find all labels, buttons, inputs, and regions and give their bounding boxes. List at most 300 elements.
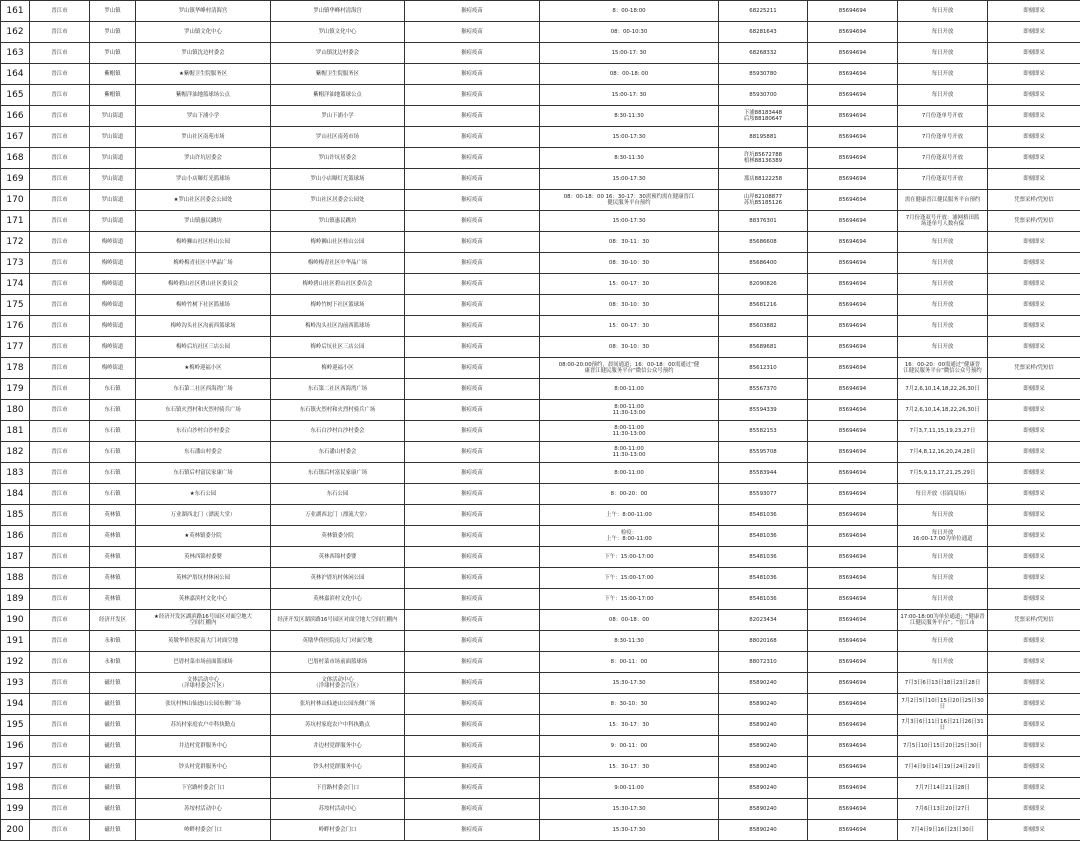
row-number: 169 bbox=[1, 169, 30, 190]
type-cell: 猴痘疫苗 bbox=[405, 715, 540, 736]
address-cell: 苏垵村活动中心 bbox=[271, 799, 405, 820]
frequency-cell: 每日开放 bbox=[898, 505, 988, 526]
phone-cell: 88072310 bbox=[719, 652, 808, 673]
hours-cell: 15:00-17:30 bbox=[540, 127, 719, 148]
note-cell: 即刻即采 bbox=[988, 232, 1080, 253]
site-name-cell: 巴厝村菜市场前面篮球场 bbox=[136, 652, 271, 673]
city-cell: 晋江市 bbox=[30, 736, 90, 757]
note-cell: 即刻即采 bbox=[988, 43, 1080, 64]
note-cell: 凭票采样/凭短信 bbox=[988, 358, 1080, 379]
table-row bbox=[1, 463, 1080, 484]
city-cell: 晋江市 bbox=[30, 673, 90, 694]
note-cell: 即刻即采 bbox=[988, 442, 1080, 463]
hotline-cell: 85694694 bbox=[808, 526, 898, 547]
address-cell: 东石潘山村委会 bbox=[271, 442, 405, 463]
table-row bbox=[1, 778, 1080, 799]
type-cell: 猴痘疫苗 bbox=[405, 85, 540, 106]
site-name-cell: 罗山镇惠民跳坊 bbox=[136, 211, 271, 232]
frequency-cell: 17:00-18:00为单位通道；“健康晋 江健民服务平台”；“晋江市 bbox=[898, 610, 988, 631]
hotline-cell: 85694694 bbox=[808, 148, 898, 169]
type-cell: 猴痘疫苗 bbox=[405, 400, 540, 421]
row-number: 164 bbox=[1, 64, 30, 85]
city-cell: 晋江市 bbox=[30, 547, 90, 568]
note-cell: 即刻即采 bbox=[988, 127, 1080, 148]
phone-cell: 85890240 bbox=[719, 715, 808, 736]
city-cell: 晋江市 bbox=[30, 757, 90, 778]
address-cell: 罗山镇惠民跳坊 bbox=[271, 211, 405, 232]
row-number: 163 bbox=[1, 43, 30, 64]
address-cell: 紫帽卫生院服务区 bbox=[271, 64, 405, 85]
site-name-cell: 东石镇后村富民家康广场 bbox=[136, 463, 271, 484]
town-cell: 东石镇 bbox=[90, 442, 136, 463]
table-row bbox=[1, 337, 1080, 358]
type-cell: 猴痘疫苗 bbox=[405, 820, 540, 841]
type-cell: 猴痘疫苗 bbox=[405, 484, 540, 505]
type-cell: 猴痘疫苗 bbox=[405, 778, 540, 799]
row-number: 196 bbox=[1, 736, 30, 757]
phone-cell: 85481036 bbox=[719, 589, 808, 610]
frequency-cell: 7月份逢双号开放 bbox=[898, 148, 988, 169]
frequency-cell: 每日开放 bbox=[898, 64, 988, 85]
site-name-cell: 英林西锦村委婴 bbox=[136, 547, 271, 568]
frequency-cell: 每日开放 bbox=[898, 232, 988, 253]
note-cell: 即刻即采 bbox=[988, 106, 1080, 127]
town-cell: 罗山街道 bbox=[90, 211, 136, 232]
city-cell: 晋江市 bbox=[30, 631, 90, 652]
type-cell: 猴痘疫苗 bbox=[405, 421, 540, 442]
phone-cell: 68281643 bbox=[719, 22, 808, 43]
frequency-cell: 7月3,7,11,15,19,23,27日 bbox=[898, 421, 988, 442]
table-row bbox=[1, 736, 1080, 757]
address-cell: 经济开发区湖滨路16号园区对面空地大空间红棚内 bbox=[271, 610, 405, 631]
type-cell: 猴痘疫苗 bbox=[405, 736, 540, 757]
phone-cell: 85594339 bbox=[719, 400, 808, 421]
hotline-cell: 85694694 bbox=[808, 820, 898, 841]
site-name-cell: 东石白沙村白沙村委会 bbox=[136, 421, 271, 442]
row-number: 182 bbox=[1, 442, 30, 463]
site-name-cell: 罗山镇文化中心 bbox=[136, 22, 271, 43]
type-cell: 猴痘疫苗 bbox=[405, 274, 540, 295]
phone-cell: 85593077 bbox=[719, 484, 808, 505]
note-cell: 即刻即采 bbox=[988, 337, 1080, 358]
hours-cell: 08：00-18：00 16：30-17：30需预约需在健康晋江 健民服务平台预约 bbox=[540, 190, 719, 211]
address-cell: 英林嘉滨村文化中心 bbox=[271, 589, 405, 610]
type-cell: 猴痘疫苗 bbox=[405, 463, 540, 484]
table-row bbox=[1, 274, 1080, 295]
town-cell: 东石镇 bbox=[90, 421, 136, 442]
phone-cell: 85603882 bbox=[719, 316, 808, 337]
hotline-cell: 85694694 bbox=[808, 547, 898, 568]
hotline-cell: 85694694 bbox=[808, 64, 898, 85]
town-cell: 磁灶镇 bbox=[90, 736, 136, 757]
phone-cell: 85930780 bbox=[719, 64, 808, 85]
phone-cell: 88195881 bbox=[719, 127, 808, 148]
type-cell: 猴痘疫苗 bbox=[405, 442, 540, 463]
hours-cell: 15：30-17：30 bbox=[540, 715, 719, 736]
hotline-cell: 85694694 bbox=[808, 484, 898, 505]
site-name-cell: ★经济开发区湖滨路16号园区对面空地大 空间红棚内 bbox=[136, 610, 271, 631]
address-cell: 岭畔村委会门口 bbox=[271, 820, 405, 841]
address-cell: 罗山下浦小学 bbox=[271, 106, 405, 127]
site-name-cell: 钞头村党群服务中心 bbox=[136, 757, 271, 778]
town-cell: 罗山街道 bbox=[90, 190, 136, 211]
city-cell: 晋江市 bbox=[30, 694, 90, 715]
city-cell: 晋江市 bbox=[30, 211, 90, 232]
table-body bbox=[1, 1, 1080, 841]
hotline-cell: 85694694 bbox=[808, 652, 898, 673]
phone-cell: 85890240 bbox=[719, 694, 808, 715]
table-row bbox=[1, 106, 1080, 127]
city-cell: 晋江市 bbox=[30, 316, 90, 337]
frequency-cell: 每日开放 bbox=[898, 652, 988, 673]
site-name-cell: ★梅岭迎福小区 bbox=[136, 358, 271, 379]
hours-cell: 08：00-18: 00 bbox=[540, 64, 719, 85]
note-cell: 即刻即采 bbox=[988, 547, 1080, 568]
row-number: 177 bbox=[1, 337, 30, 358]
frequency-cell: 7月4日9日16日23日30日 bbox=[898, 820, 988, 841]
hours-cell: 下午：15:00-17:00 bbox=[540, 589, 719, 610]
frequency-cell: 每日开放 bbox=[898, 253, 988, 274]
phone-cell: 85583944 bbox=[719, 463, 808, 484]
hours-cell: 下午：15:00-17:00 bbox=[540, 547, 719, 568]
row-number: 167 bbox=[1, 127, 30, 148]
frequency-cell: 7月份逢双号开放：浦网格田篮 场逢单号人数有保 bbox=[898, 211, 988, 232]
hotline-cell: 85694694 bbox=[808, 442, 898, 463]
town-cell: 英林镇 bbox=[90, 568, 136, 589]
frequency-cell: 每日开放 bbox=[898, 1, 988, 22]
note-cell: 即刻即采 bbox=[988, 589, 1080, 610]
frequency-cell: 每日开放 bbox=[898, 589, 988, 610]
row-number: 181 bbox=[1, 421, 30, 442]
town-cell: 东石镇 bbox=[90, 463, 136, 484]
frequency-cell: 每日开放 bbox=[898, 274, 988, 295]
hotline-cell: 85694694 bbox=[808, 463, 898, 484]
note-cell: 即刻即采 bbox=[988, 169, 1080, 190]
site-name-cell: 梅岭沟头社区沟前西篮球场 bbox=[136, 316, 271, 337]
city-cell: 晋江市 bbox=[30, 400, 90, 421]
address-cell: 梅岭梅青社区中华晶广场 bbox=[271, 253, 405, 274]
frequency-cell: 每日开放 bbox=[898, 43, 988, 64]
town-cell: 经济开发区 bbox=[90, 610, 136, 631]
town-cell: 磁灶镇 bbox=[90, 820, 136, 841]
town-cell: 永和镇 bbox=[90, 652, 136, 673]
town-cell: 磁灶镇 bbox=[90, 715, 136, 736]
town-cell: 梅岭街道 bbox=[90, 232, 136, 253]
type-cell: 猴痘疫苗 bbox=[405, 358, 540, 379]
address-cell: 梅岭后坑社区三店公园 bbox=[271, 337, 405, 358]
city-cell: 晋江市 bbox=[30, 1, 90, 22]
hours-cell: 8:30-11:30 bbox=[540, 631, 719, 652]
hours-cell: 15:30-17:30 bbox=[540, 820, 719, 841]
table-row bbox=[1, 232, 1080, 253]
table-row bbox=[1, 568, 1080, 589]
town-cell: 罗山街道 bbox=[90, 169, 136, 190]
row-number: 192 bbox=[1, 652, 30, 673]
frequency-cell: 每日开放 bbox=[898, 22, 988, 43]
address-cell: 罗山镇沈边村委会 bbox=[271, 43, 405, 64]
table-row bbox=[1, 715, 1080, 736]
city-cell: 晋江市 bbox=[30, 85, 90, 106]
hours-cell: 15:00-17: 30 bbox=[540, 85, 719, 106]
note-cell: 即刻即采 bbox=[988, 316, 1080, 337]
address-cell: 张坑村林山仙迹山公园东侧广场 bbox=[271, 694, 405, 715]
row-number: 172 bbox=[1, 232, 30, 253]
hotline-cell: 85694694 bbox=[808, 295, 898, 316]
note-cell: 即刻即采 bbox=[988, 652, 1080, 673]
frequency-cell: 每日开放 bbox=[898, 631, 988, 652]
type-cell: 猴痘疫苗 bbox=[405, 379, 540, 400]
city-cell: 晋江市 bbox=[30, 358, 90, 379]
site-name-cell: 英墩华侨医院南大门对面空地 bbox=[136, 631, 271, 652]
address-cell: 罗山社区南苑市场 bbox=[271, 127, 405, 148]
phone-cell: 88376301 bbox=[719, 211, 808, 232]
site-name-cell: 梅岭竹树下社区篮球场 bbox=[136, 295, 271, 316]
type-cell: 猴痘疫苗 bbox=[405, 106, 540, 127]
hours-cell: 8：00-11：00 bbox=[540, 652, 719, 673]
phone-cell: 85890240 bbox=[719, 799, 808, 820]
hours-cell: 15：30-17：30 bbox=[540, 757, 719, 778]
town-cell: 磁灶镇 bbox=[90, 757, 136, 778]
town-cell: 梅岭街道 bbox=[90, 253, 136, 274]
frequency-cell: 7月2日5日10日15日20日25日30日 bbox=[898, 694, 988, 715]
hotline-cell: 85694694 bbox=[808, 169, 898, 190]
table-row bbox=[1, 820, 1080, 841]
hotline-cell: 85694694 bbox=[808, 505, 898, 526]
frequency-cell: 16：00-20：00需通过“健康晋 江健民服务平台”微信公众号预约 bbox=[898, 358, 988, 379]
row-number: 178 bbox=[1, 358, 30, 379]
address-cell: 罗山许坑居委会 bbox=[271, 148, 405, 169]
city-cell: 晋江市 bbox=[30, 820, 90, 841]
row-number: 183 bbox=[1, 463, 30, 484]
address-cell: 梅岭沟头社区沟前西篮球场 bbox=[271, 316, 405, 337]
row-number: 195 bbox=[1, 715, 30, 736]
hours-cell: 8:00-11:00 bbox=[540, 463, 719, 484]
type-cell: 猴痘疫苗 bbox=[405, 64, 540, 85]
type-cell: 猴痘疫苗 bbox=[405, 127, 540, 148]
phone-cell: 85481036 bbox=[719, 526, 808, 547]
row-number: 194 bbox=[1, 694, 30, 715]
hotline-cell: 85694694 bbox=[808, 778, 898, 799]
table-row bbox=[1, 610, 1080, 631]
hotline-cell: 85694694 bbox=[808, 106, 898, 127]
site-name-cell: 罗山镇沈边村委会 bbox=[136, 43, 271, 64]
town-cell: 紫帽镇 bbox=[90, 64, 136, 85]
phone-cell: 82023434 bbox=[719, 610, 808, 631]
address-cell: 钞头村党群服务中心 bbox=[271, 757, 405, 778]
site-name-cell: 下官路村委会门口 bbox=[136, 778, 271, 799]
site-name-cell: ★东石公园 bbox=[136, 484, 271, 505]
city-cell: 晋江市 bbox=[30, 421, 90, 442]
type-cell: 猴痘疫苗 bbox=[405, 631, 540, 652]
row-number: 184 bbox=[1, 484, 30, 505]
frequency-cell: 每日开放 bbox=[898, 337, 988, 358]
city-cell: 晋江市 bbox=[30, 337, 90, 358]
type-cell: 猴痘疫苗 bbox=[405, 316, 540, 337]
address-cell: 东石第二社区西海湾广场 bbox=[271, 379, 405, 400]
site-name-cell: 紫帽洋油地篮球场公点 bbox=[136, 85, 271, 106]
hotline-cell: 85694694 bbox=[808, 589, 898, 610]
type-cell: 猴痘疫苗 bbox=[405, 190, 540, 211]
row-number: 174 bbox=[1, 274, 30, 295]
hours-cell: 15:00-17: 30 bbox=[540, 43, 719, 64]
table-row bbox=[1, 757, 1080, 778]
hotline-cell: 85694694 bbox=[808, 568, 898, 589]
address-cell: 罗山社区居委会公园处 bbox=[271, 190, 405, 211]
address-cell: 苏坑村家庭农户中科执勤点 bbox=[271, 715, 405, 736]
hours-cell: 15:00-17:30 bbox=[540, 211, 719, 232]
site-name-cell: 罗山镇华峰村清海宫 bbox=[136, 1, 271, 22]
frequency-cell: 7月3日6日11日16日21日26日31日 bbox=[898, 715, 988, 736]
row-number: 200 bbox=[1, 820, 30, 841]
note-cell: 凭票采样/凭短信 bbox=[988, 610, 1080, 631]
frequency-cell: 7月份逢单号开放 bbox=[898, 106, 988, 127]
row-number: 170 bbox=[1, 190, 30, 211]
city-cell: 晋江市 bbox=[30, 778, 90, 799]
site-name-cell: 万业湖西北门（漂流大堂） bbox=[136, 505, 271, 526]
note-cell: 即刻即采 bbox=[988, 715, 1080, 736]
note-cell: 即刻即采 bbox=[988, 799, 1080, 820]
type-cell: 猴痘疫苗 bbox=[405, 295, 540, 316]
town-cell: 东石镇 bbox=[90, 400, 136, 421]
table-row bbox=[1, 799, 1080, 820]
row-number: 171 bbox=[1, 211, 30, 232]
hotline-cell: 85694694 bbox=[808, 232, 898, 253]
hotline-cell: 85694694 bbox=[808, 274, 898, 295]
frequency-cell: 7月4日9日14日19日24日29日 bbox=[898, 757, 988, 778]
site-name-cell: 张坑村林山仙迹山公园东侧广场 bbox=[136, 694, 271, 715]
phone-cell: 85686608 bbox=[719, 232, 808, 253]
type-cell: 猴痘疫苗 bbox=[405, 694, 540, 715]
type-cell: 猴痘疫苗 bbox=[405, 568, 540, 589]
site-name-cell: 罗山下浦小学 bbox=[136, 106, 271, 127]
table-row bbox=[1, 547, 1080, 568]
note-cell: 即刻即采 bbox=[988, 673, 1080, 694]
town-cell: 罗山街道 bbox=[90, 127, 136, 148]
phone-cell: 那店88122258 bbox=[719, 169, 808, 190]
frequency-cell: 每日开放 16:00-17:00为单位通道 bbox=[898, 526, 988, 547]
frequency-cell: 每日开放（招商局场） bbox=[898, 484, 988, 505]
hours-cell: 08：30-10：30 bbox=[540, 253, 719, 274]
type-cell: 猴痘疫苗 bbox=[405, 22, 540, 43]
town-cell: 磁灶镇 bbox=[90, 694, 136, 715]
note-cell: 即刻即采 bbox=[988, 694, 1080, 715]
city-cell: 晋江市 bbox=[30, 232, 90, 253]
table-row bbox=[1, 43, 1080, 64]
table-row bbox=[1, 694, 1080, 715]
row-number: 191 bbox=[1, 631, 30, 652]
site-name-cell: 梅岭碧山社区碧山社区委员会 bbox=[136, 274, 271, 295]
hours-cell: 15：00-17：30 bbox=[540, 274, 719, 295]
address-cell: 梅岭狮山社区桂山公园 bbox=[271, 232, 405, 253]
address-cell: 英墩华侨医院南大门对面空地 bbox=[271, 631, 405, 652]
site-name-cell: 英林嘉滨村文化中心 bbox=[136, 589, 271, 610]
table-row bbox=[1, 127, 1080, 148]
hotline-cell: 85694694 bbox=[808, 253, 898, 274]
table-row bbox=[1, 169, 1080, 190]
phone-cell: 85681216 bbox=[719, 295, 808, 316]
city-cell: 晋江市 bbox=[30, 295, 90, 316]
note-cell: 即刻即采 bbox=[988, 736, 1080, 757]
address-cell: 文体活动中心 （洋埭村委会片区） bbox=[271, 673, 405, 694]
hotline-cell: 85694694 bbox=[808, 358, 898, 379]
frequency-cell: 7月5日10日15日20日25日30日 bbox=[898, 736, 988, 757]
frequency-cell: 7月6日13日20日27日 bbox=[898, 799, 988, 820]
city-cell: 晋江市 bbox=[30, 43, 90, 64]
table-row bbox=[1, 631, 1080, 652]
table-row bbox=[1, 1, 1080, 22]
site-name-cell: 梅岭梅青社区中华晶广场 bbox=[136, 253, 271, 274]
phone-cell: 85689681 bbox=[719, 337, 808, 358]
hours-cell: 08：00-18：00 bbox=[540, 610, 719, 631]
frequency-cell: 每日开放 bbox=[898, 547, 988, 568]
table-row bbox=[1, 652, 1080, 673]
city-cell: 晋江市 bbox=[30, 106, 90, 127]
city-cell: 晋江市 bbox=[30, 715, 90, 736]
city-cell: 晋江市 bbox=[30, 610, 90, 631]
note-cell: 即刻即采 bbox=[988, 400, 1080, 421]
type-cell: 猴痘疫苗 bbox=[405, 169, 540, 190]
hours-cell: 15：00-17：30 bbox=[540, 316, 719, 337]
phone-cell: 下浦88183448 后垵88180647 bbox=[719, 106, 808, 127]
town-cell: 梅岭街道 bbox=[90, 274, 136, 295]
hotline-cell: 85694694 bbox=[808, 190, 898, 211]
hours-cell: 8:30-11:30 bbox=[540, 106, 719, 127]
note-cell: 即刻即采 bbox=[988, 1, 1080, 22]
site-name-cell: ★英林镇委分院 bbox=[136, 526, 271, 547]
type-cell: 猴痘疫苗 bbox=[405, 43, 540, 64]
hours-cell: 8:00-11:00 11:30-13:00 bbox=[540, 400, 719, 421]
hotline-cell: 85694694 bbox=[808, 421, 898, 442]
address-cell: 东石白沙村白沙村委会 bbox=[271, 421, 405, 442]
town-cell: 磁灶镇 bbox=[90, 673, 136, 694]
table-row bbox=[1, 190, 1080, 211]
hours-cell: 9:00-11:00 bbox=[540, 778, 719, 799]
phone-cell: 85890240 bbox=[719, 757, 808, 778]
note-cell: 即刻即采 bbox=[988, 568, 1080, 589]
site-name-cell: 罗山许坑居委会 bbox=[136, 148, 271, 169]
type-cell: 猴痘疫苗 bbox=[405, 211, 540, 232]
city-cell: 晋江市 bbox=[30, 526, 90, 547]
address-cell: 罗山小店曝灯光篮球场 bbox=[271, 169, 405, 190]
address-cell: 巴厝村菜市场前面篮球场 bbox=[271, 652, 405, 673]
frequency-cell: 需在健康晋江健民服务平台预约 bbox=[898, 190, 988, 211]
table-row bbox=[1, 211, 1080, 232]
city-cell: 晋江市 bbox=[30, 253, 90, 274]
town-cell: 永和镇 bbox=[90, 631, 136, 652]
phone-cell: 85890240 bbox=[719, 778, 808, 799]
table-row bbox=[1, 316, 1080, 337]
hotline-cell: 85694694 bbox=[808, 316, 898, 337]
site-name-cell: 文体活动中心 （洋埭村委会片区） bbox=[136, 673, 271, 694]
hours-cell: 08：30-10：30 bbox=[540, 337, 719, 358]
row-number: 179 bbox=[1, 379, 30, 400]
frequency-cell: 每日开放 bbox=[898, 295, 988, 316]
note-cell: 即刻即采 bbox=[988, 85, 1080, 106]
address-cell: 紫帽洋油地篮球公点 bbox=[271, 85, 405, 106]
row-number: 190 bbox=[1, 610, 30, 631]
row-number: 186 bbox=[1, 526, 30, 547]
hours-cell: 8:00-11:00 11:30-13:00 bbox=[540, 442, 719, 463]
phone-cell: 85481036 bbox=[719, 547, 808, 568]
type-cell: 猴痘疫苗 bbox=[405, 337, 540, 358]
city-cell: 晋江市 bbox=[30, 463, 90, 484]
town-cell: 磁灶镇 bbox=[90, 778, 136, 799]
address-cell: 梅岭迎福小区 bbox=[271, 358, 405, 379]
city-cell: 晋江市 bbox=[30, 127, 90, 148]
row-number: 165 bbox=[1, 85, 30, 106]
site-name-cell: 井边村党群服务中心 bbox=[136, 736, 271, 757]
city-cell: 晋江市 bbox=[30, 589, 90, 610]
